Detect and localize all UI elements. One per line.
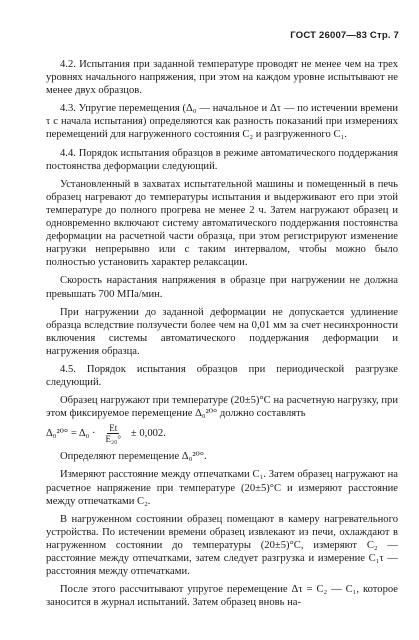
paragraph-elastic-displacement: После этого рассчитывают упругое перемещение Δτ = C₂ — C₁, которое заносится в журнал испытаний. Затем образец вновь на- [46,584,398,609]
formula-numerator: Et [109,423,118,434]
paragraph-loaded-state: В нагруженном состоянии образец помещают в камеру нагревательного устройства. По истечении времени образец извлекают из печи, охлаждают в нагруженном состоянии до температуры (20±5)°С, измеряют C₂ — расстояние между отпечатками, затем следует разгрузка и измерение C₁τ — расстояния между отпечатками. [46,513,398,578]
paragraph-4-5: 4.5. Порядок испытания образцов при периодической разгрузке следующий. [46,363,398,389]
paragraph-4-4: 4.4. Порядок испытания образцов в режиме автоматического поддержания постоянства деформации следующий. [46,147,398,172]
formula-fraction [106,423,121,444]
paragraph-loading-rate: Скорость нарастания напряжения в образце при нагружении не должна превышать 700 МПа/мин. [46,275,398,300]
displacement-formula [46,423,398,444]
formula-denominator: E₂₀° [105,434,121,445]
paragraph-elongation: При нагружении до заданной деформации не допускается удлинение образца вследствие ползучести более чем на 0,01 мм за счет несинхронности включения системы автоматического поддержания деформации и нагружения образца. [46,306,398,357]
paragraph-determine-displacement: Определяют перемещение Δ₀²⁰°. [60,451,207,463]
paragraph-measure-distance: Измеряют расстояние между отпечатками C₁. Затем образец нагружают на расчетное напряжение при температуре (20±5)°С и измеряют расстояние между отпечатками C₂. [46,469,398,507]
document-body [46,58,398,614]
page-header: ГОСТ 26007—83 Стр. 7 [290,30,399,41]
formula-lhs: Δ₀²⁰° = Δ₀ · [46,428,96,440]
paragraph-4-3: 4.3. Упругие перемещения (Δ₀ — начальное и Δτ — по истечении времени τ с начала испытания) определяются как разность показаний при измерениях перемещений для нагруженного состояния C₂ и разгруженного C₁. [46,103,398,141]
paragraph-nominal-load: Образец нагружают при температуре (20±5)°С на расчетную нагрузку, при этом фиксируемое перемещение Δ₀²⁰° должно составлять [46,395,398,420]
formula-tolerance: ± 0,002. [130,428,166,440]
paragraph-4-2: 4.2. Испытания при заданной температуре проводят не менее чем на трех уровнях начального напряжения, при этом на каждом уровне испытывают не менее двух образцов. [46,59,398,97]
paragraph-heating: Установленный в захватах испытательной машины и помещенный в печь образец нагревают до температуры испытания и выдерживают его при этой температуре до полного прогрева не менее 2 ч. Затем нагружают образец и одновременно включают систему автоматического поддержания постоянства деформации на расчетной части образца, при этом регистрируют изменение нагрузки непрерывно или с таким интервалом, чтобы можно было полностью установить характер релаксации. [46,178,398,269]
